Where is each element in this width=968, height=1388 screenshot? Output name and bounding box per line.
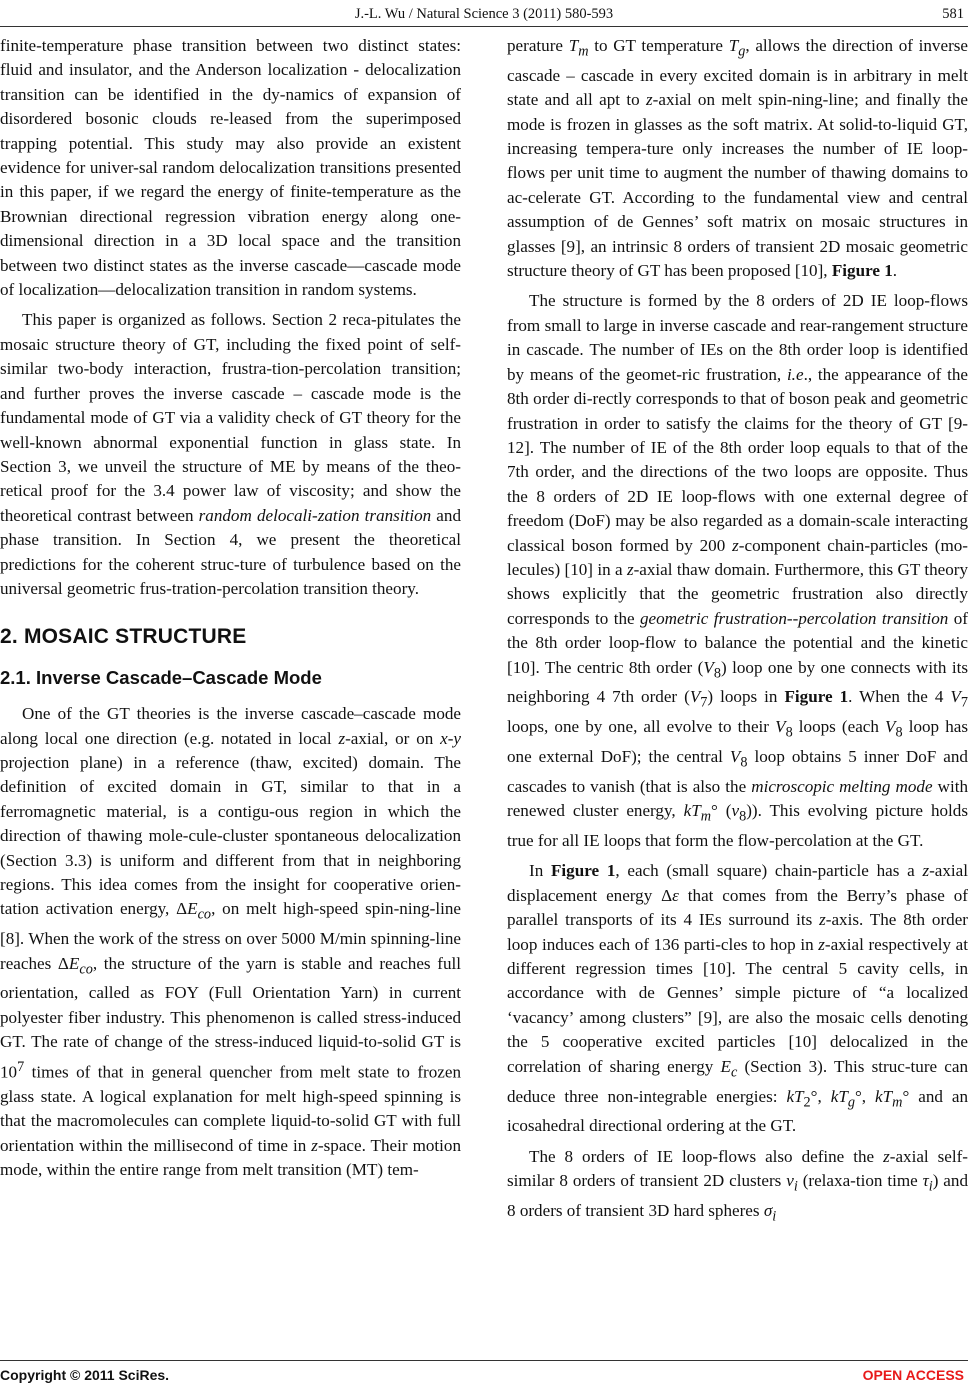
section-heading: 2. MOSAIC STRUCTURE [0,625,247,649]
paragraph-organization: This paper is organized as follows. Section 2 reca-pitulates the mosaic structure theory of GT, including the fixed point of self-similar two-body interaction, frustra-tion-percolation transition; and further proves the inverse cascade – cascade mode is the fundamental mode of GT via a validity check of GT theory for the well-known abnormal exponential function in glass state. In Section 3, we unveil the structure of ME by means of the theo-retical proof for the 3.4 power law of viscosity; and show the theoretical contrast between random delocali-zation transition and phase transition. In Section 4, we present the theoretical predictions for the coherent struc-ture of turbulence based on the universal geometric frus-tration-percolation transition theory. [0,310,461,598]
paragraph-structure: The structure is formed by the 8 orders of 2D IE loop-flows from small to large in inverse cascade and rear-rangement structure in cascade. The number of IEs on the 8th order loop is identified by means of the geomet-ric frustration, i.e., the appearance of the 8th order di-rectly corresponds to that of boson peak and geometric frustration in order to satisfy the claims for the theory of GT [9-12]. The number of IE of the 8th order loop equals to that of the 7th order, and the directions of the two loops are opposite. Thus the 8 orders of 2D IE loop-flows with one external degree of freedom (DoF) may be also regarded as a domain-scale interacting classical boson formed by 200 z-component chain-particles (mo-lecules) [10] in a z-axial thaw domain. Furthermore, this GT theory shows explicitly that the geometric frustration also directly corresponds to the geometric frustration--percolation transition of the 8th order loop-flow to balance the potential and the kinetic [10]. The centric 8th order $(V_8)$ loop one by one connects with its neighboring 4 7th order $(V_7)$ loops in Figure 1. When the 4 $V_7$ loops, one by one, all evolve to their $V_8$ loops (each $V_8$ loop has one external DoF); the central $V_8$ loop obtains 5 inner DoF and cascades to vanish (that is also the microscopic melting mode with renewed cluster energy, $kT_m^\circ$ $(v_8)$). This evolving picture holds true for all IE loops that form the flow-percolation at the GT. [507,291,968,851]
footer-rule [0,1360,968,1361]
right-column [507,34,968,1229]
left-column [0,34,461,1182]
page-footer [0,1360,968,1388]
header-rule [0,26,968,27]
running-title: J.-L. Wu / Natural Science 3 (2011) 580-593 [354,6,614,22]
figure-1-reference[interactable]: Figure 1 [784,687,849,707]
subsection-heading: 2.1. Inverse Cascade–Cascade Mode [0,666,322,688]
copyright-notice: Copyright © 2011 SciRes. [0,1367,170,1383]
page-number: 581 [942,6,964,22]
paragraph-intro-continued: finite-temperature phase transition between two distinct states: fluid and insulator, and the Anderson localization - delocalization transition can be identified in the dy-namics of expansion of disordered bosonic clouds re-leased from the superimposed trapping potential. This study may also provide an existent evidence for univer-sal random delocalization transitions presented in this paper, if we regard the energy of finite-temperature as the Brownian directional regression vibration energy along one-dimensional direction in a 3D local space and the transition between two distinct states as the inverse cascade—cascade mode of localization—delocalization transition in random systems. [0,36,461,300]
figure-1-reference[interactable]: Figure 1 [831,261,893,281]
paragraph-melt-transition: perature $T_m$ to GT temperature $T_g$, allows the direction of inverse cascade – cascade in every excited domain is in arbitrary in melt state and all apt to z-axial on melt spin-ning-line; and finally the mode is frozen in glasses as the soft matrix. At solid-to-liquid GT, increasing tempera-ture only increases the number of IE loop-flows per unit time to augment the number of thawing domains to ac-celerate GT. According to the fundamental view and central assumption of de Gennes’ soft matrix on mosaic structures in glasses [9], an intrinsic 8 orders of transient 2D mosaic geometric structure theory of GT has been proposed [10], Figure 1. [507,36,968,281]
running-header [0,0,968,26]
open-access-label[interactable]: OPEN ACCESS [862,1367,964,1383]
figure-1-reference[interactable]: Figure 1 [550,861,616,881]
paragraph-loop-flows: The 8 orders of IE loop-flows also define the z-axial self-similar 8 orders of transient 2D clusters $v_i$ (relaxa-tion time $\tau_i$) and 8 orders of transient 3D hard spheres $\sigma_i$ [507,1146,968,1225]
paragraph-inverse-cascade: One of the GT theories is the inverse cascade–cascade mode along local one direction (e.g. notated in local z-axial, or on x-y projection plane) in a reference (thaw, excited) domain. The definition of excited domain in GT, similar to that in a ferromagnetic material, is a contigu-ous region in which the direction of thawing mole-cule-cluster spontaneous delocalization (Section 3.3) is uniform and different from that in neighboring regions. This idea comes from the insight for cooperative orien-tation activation energy, $\Delta E_{co}$, on melt high-speed spin-ning-line [8]. When the work of the stress on over 5000 M/min spinning-line reaches $\Delta E_{co}$, the structure of the yarn is stable and reaches full orientation, called as FOY (Full Orientation Yarn) in current polyester fiber industry. This phenomenon is called stress-induced GT. The rate of change of the stress-induced liquid-to-solid GT is $10^7$ times of that in general quencher from melt state to frozen glass state. A logical explanation for melt high-speed spinning is that the macromolecules can complete liquid-to-solid GT with full orientation within the millisecond of time in z-space. Their motion mode, within the entire range from melt transition (MT) tem- [0,704,461,1179]
paragraph-figure-1-description: In Figure 1, each (small square) chain-particle has a z-axial displacement energy Δε that comes from the Berry’s phase of parallel transports of its 4 IEs surround its z-axis. The 8th order loop induces each of 136 parti-cles to hop in z-axial respectively at different regression times [10]. The central 5 cavity cells, in accordance with de Gennes’ simple picture of “a localized ‘vacancy’ among clusters” [9], are also the mosaic cells denoting the 5 cooperative excited particles [10] delocalized in the correlation of sharing energy $E_c$ (Section 3). This struc-ture can deduce three non-integrable energies: $kT_2^\circ$, $kT_g^\circ$, $kT_m^\circ$ and an icosahedral directional ordering at the GT. [507,861,968,1136]
